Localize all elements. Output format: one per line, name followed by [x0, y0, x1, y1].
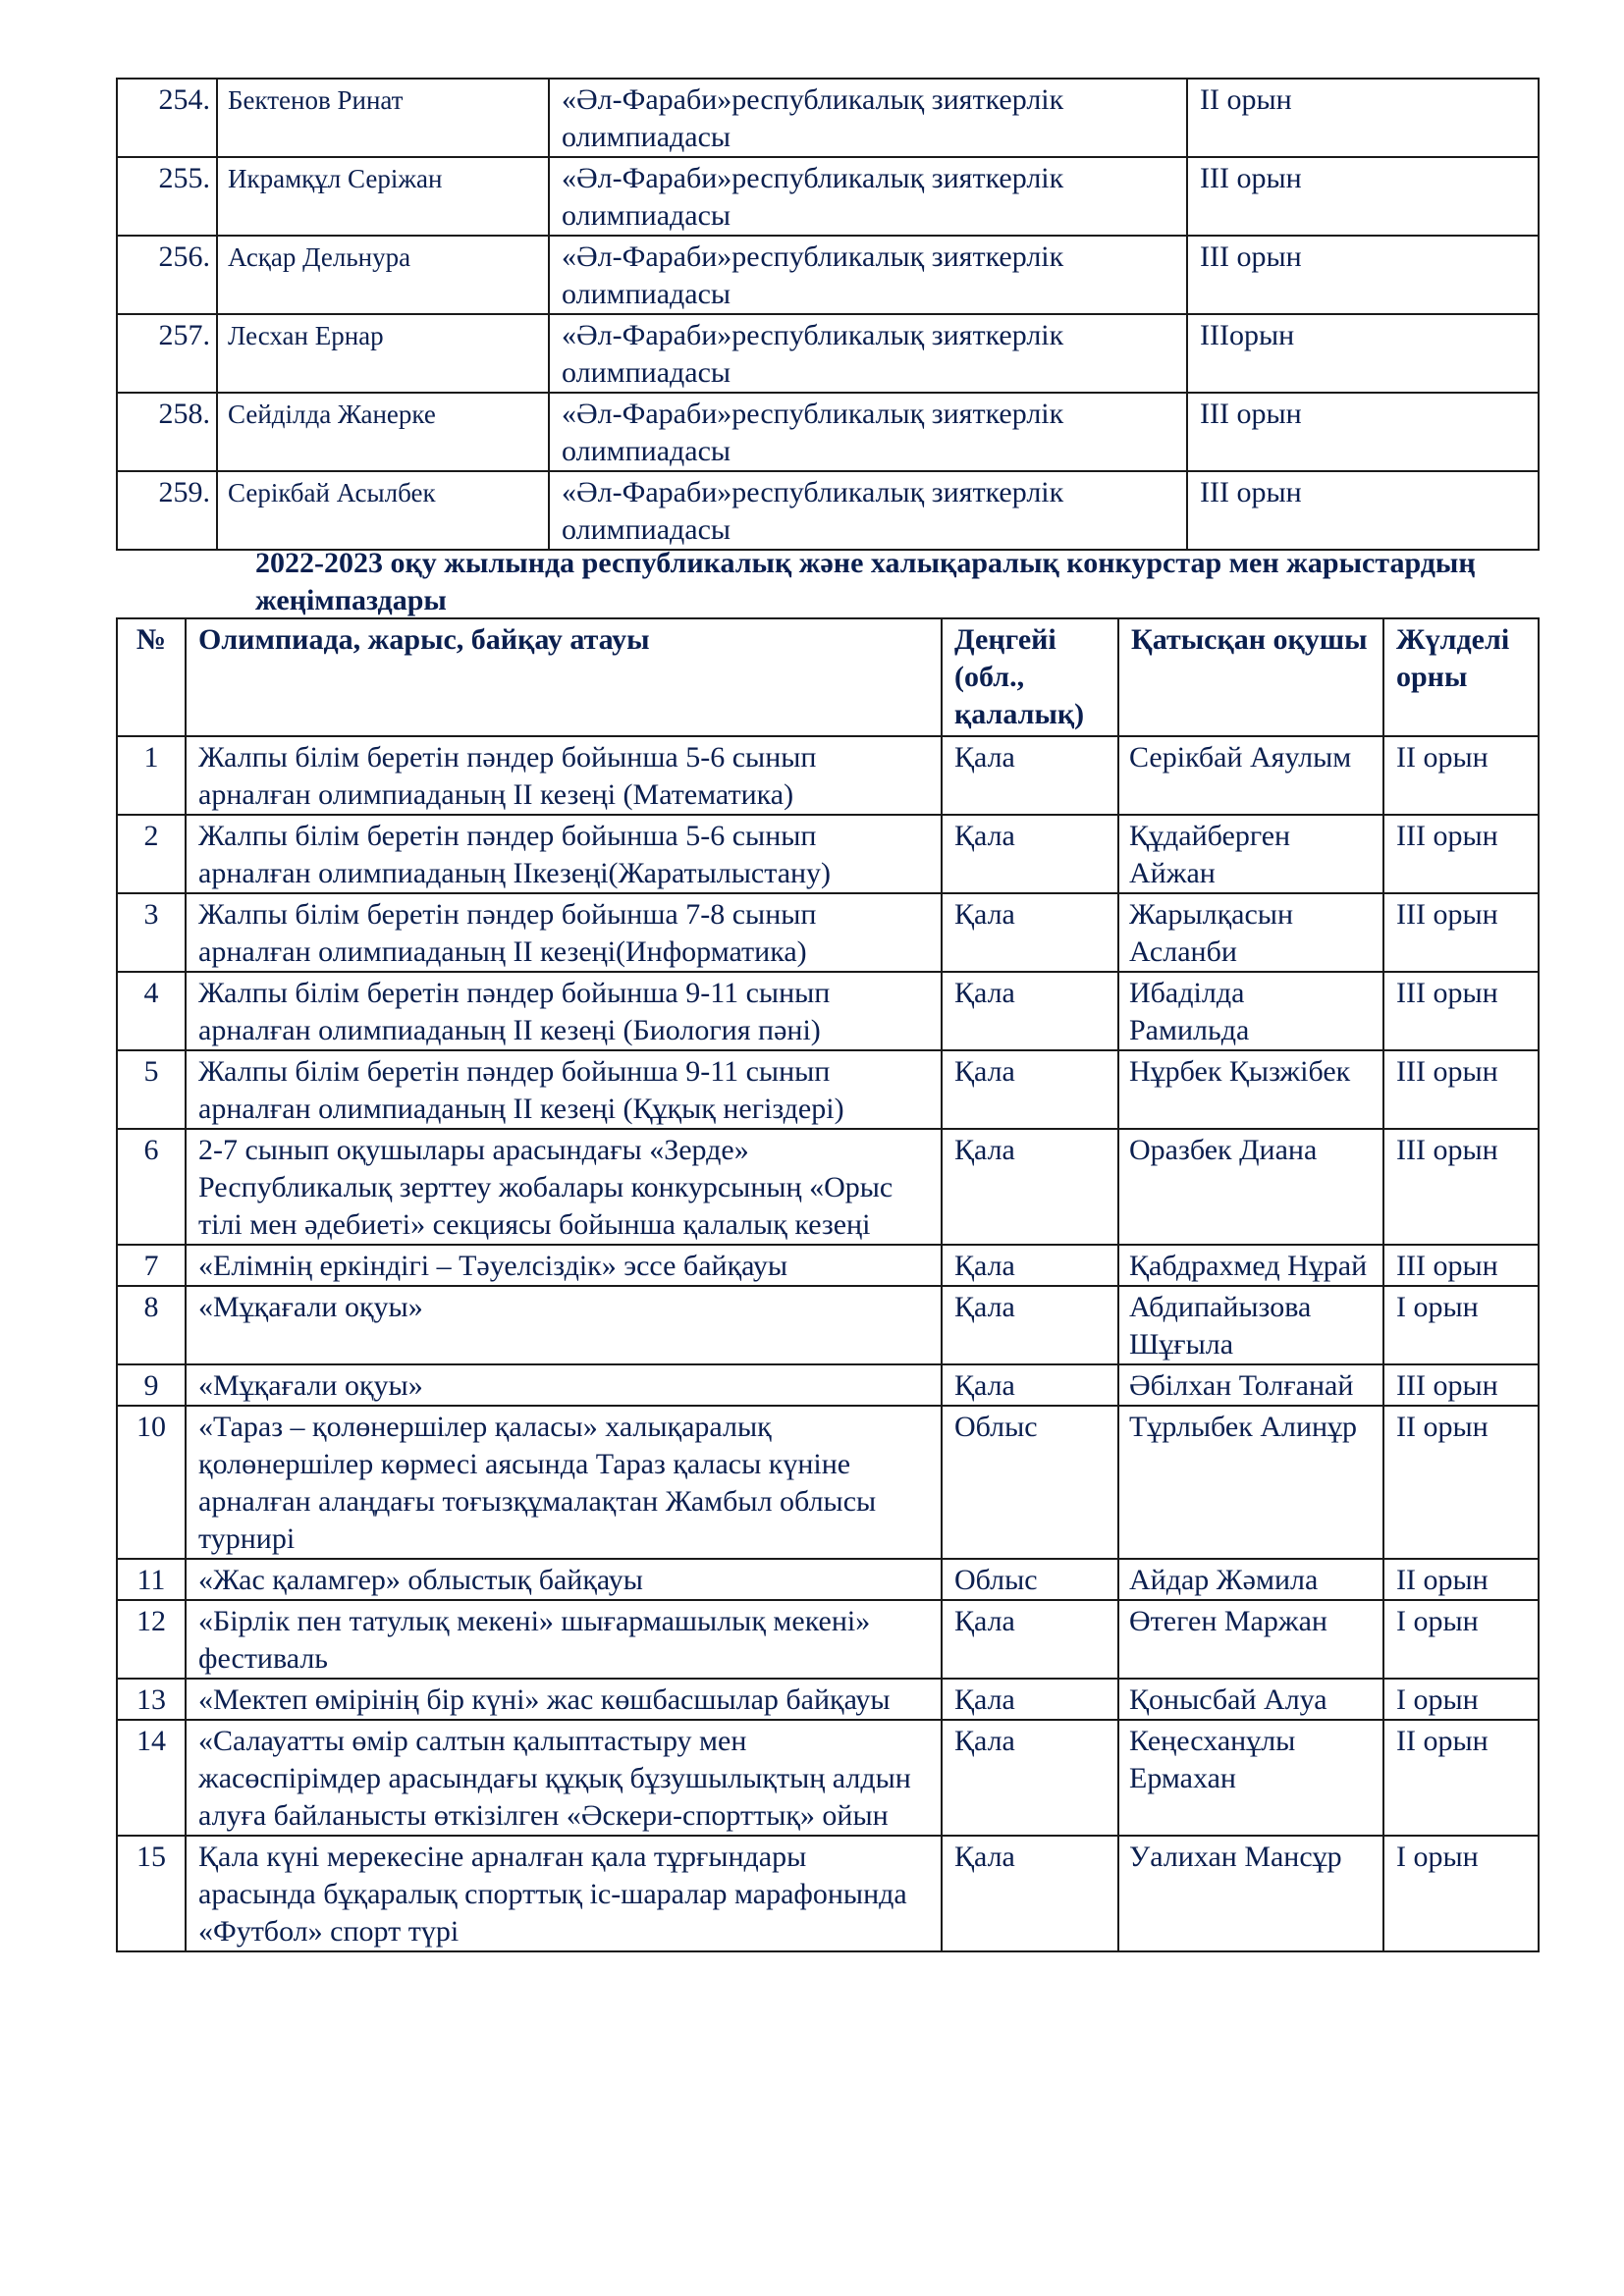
student-name: Асқар Дельнура — [217, 236, 549, 314]
place: І орын — [1383, 1286, 1539, 1364]
student-name: Сейділда Жанерке — [217, 393, 549, 471]
row-number: 6 — [117, 1129, 186, 1245]
table-row — [117, 1600, 1539, 1679]
level: Облыс — [942, 1406, 1118, 1559]
place: ІІІ орын — [1187, 471, 1539, 550]
place: ІІІ орын — [1383, 815, 1539, 893]
event-name: «Мұқағали оқуы» — [186, 1364, 942, 1406]
event-name: «Әл-Фараби»республикалық зияткерлік олимпиадасы — [549, 157, 1187, 236]
level: Қала — [942, 1600, 1118, 1679]
place: ІІІ орын — [1187, 236, 1539, 314]
event-name: «Мектеп өмірінің бір күні» жас көшбасшылар байқауы — [186, 1679, 942, 1720]
event-name: «Тараз – қолөнершілер қаласы» халықаралық қолөнершілер көрмесі аясында Тараз қаласы күніне арналған алаңдағы тоғызқұмалақтан Жамбыл облысы турнирі — [186, 1406, 942, 1559]
event-name: Жалпы білім беретін пәндер бойынша 5-6 сынып арналған олимпиаданың ІІ кезеңі (Математика) — [186, 736, 942, 815]
level: Қала — [942, 1836, 1118, 1951]
event-name: 2-7 сынып оқушылары арасындағы «Зерде» Республикалық зерттеу жобалары конкурсының «Орыс тілі мен әдебиеті» секциясы бойынша қалалық кезеңі — [186, 1129, 942, 1245]
place: ІІ орын — [1383, 1559, 1539, 1600]
row-number: 2 — [117, 815, 186, 893]
row-number: 257. — [117, 314, 217, 393]
event-name: «Салауатты өмір салтын қалыптастыру мен жасөспірімдер арасындағы құқық бұзушылықтың алдын алуға байланысты өткізілген «Әскери-спорттық» ойын — [186, 1720, 942, 1836]
place: І орын — [1383, 1836, 1539, 1951]
student-name: Абдипайызова Шұғыла — [1118, 1286, 1383, 1364]
event-name: Жалпы білім беретін пәндер бойынша 9-11 сынып арналған олимпиаданың ІІ кезеңі (Құқық негіздері) — [186, 1050, 942, 1129]
table-row — [117, 1129, 1539, 1245]
level: Қала — [942, 1245, 1118, 1286]
level: Қала — [942, 1679, 1118, 1720]
level: Қала — [942, 1050, 1118, 1129]
event-name: Жалпы білім беретін пәндер бойынша 7-8 сынып арналған олимпиаданың ІІ кезеңі(Информатика) — [186, 893, 942, 972]
event-name: Жалпы білім беретін пәндер бойынша 9-11 сынып арналған олимпиаданың ІІ кезеңі (Биология пәні) — [186, 972, 942, 1050]
row-number: 9 — [117, 1364, 186, 1406]
place: ІІ орын — [1383, 1720, 1539, 1836]
event-name: «Әл-Фараби»республикалық зияткерлік олимпиадасы — [549, 314, 1187, 393]
table-row — [117, 1364, 1539, 1406]
level: Қала — [942, 1129, 1118, 1245]
student-name: Уалихан Мансұр — [1118, 1836, 1383, 1951]
table-row — [117, 393, 1539, 471]
student-name: Серікбай Асылбек — [217, 471, 549, 550]
place: ІІІ орын — [1383, 1364, 1539, 1406]
table-row — [117, 1245, 1539, 1286]
student-name: Серікбай Аяулым — [1118, 736, 1383, 815]
row-number: 255. — [117, 157, 217, 236]
student-name: Айдар Жәмила — [1118, 1559, 1383, 1600]
student-name: Жарылқасын Асланби — [1118, 893, 1383, 972]
table-row — [117, 471, 1539, 550]
student-name: Бектенов Ринат — [217, 79, 549, 157]
place: ІІІ орын — [1383, 1129, 1539, 1245]
section-heading: 2022-2023 оқу жылында республикалық және халықаралық конкурстар мен жарыстардың жеңімпаздары — [255, 547, 1476, 616]
level: Қала — [942, 972, 1118, 1050]
place: ІІ орын — [1383, 1406, 1539, 1559]
level: Облыс — [942, 1559, 1118, 1600]
student-name: Өтеген Маржан — [1118, 1600, 1383, 1679]
place: ІІІ орын — [1187, 157, 1539, 236]
event-name: «Әл-Фараби»республикалық зияткерлік олимпиадасы — [549, 79, 1187, 157]
table-row — [117, 1286, 1539, 1364]
row-number: 12 — [117, 1600, 186, 1679]
place: ІІІорын — [1187, 314, 1539, 393]
table-row — [117, 1679, 1539, 1720]
table-row — [117, 1050, 1539, 1129]
student-name: Тұрлыбек Алинұр — [1118, 1406, 1383, 1559]
header-place: Жүлделі орны — [1383, 618, 1539, 736]
student-name: Нұрбек Қызжібек — [1118, 1050, 1383, 1129]
event-name: «Жас қаламгер» облыстық байқауы — [186, 1559, 942, 1600]
table-row — [117, 314, 1539, 393]
student-name: Лесхан Ернар — [217, 314, 549, 393]
row-number: 5 — [117, 1050, 186, 1129]
level: Қала — [942, 1364, 1118, 1406]
header-event: Олимпиада, жарыс, байқау атауы — [186, 618, 942, 736]
level: Қала — [942, 1286, 1118, 1364]
table-row — [117, 972, 1539, 1050]
place: ІІІ орын — [1383, 972, 1539, 1050]
row-number: 11 — [117, 1559, 186, 1600]
row-number: 259. — [117, 471, 217, 550]
event-name: «Бірлік пен татулық мекені» шығармашылық мекені» фестиваль — [186, 1600, 942, 1679]
awards-table — [116, 617, 1540, 1952]
row-number: 13 — [117, 1679, 186, 1720]
event-name: «Мұқағали оқуы» — [186, 1286, 942, 1364]
student-name: Әбілхан Толғанай — [1118, 1364, 1383, 1406]
student-name: Қабдрахмед Нұрай — [1118, 1245, 1383, 1286]
place: ІІІ орын — [1383, 1245, 1539, 1286]
table-row — [117, 1720, 1539, 1836]
student-name: Оразбек Диана — [1118, 1129, 1383, 1245]
table-row — [117, 1836, 1539, 1951]
event-name: Жалпы білім беретін пәндер бойынша 5-6 сынып арналған олимпиаданың ІІкезеңі(Жаратылыстану) — [186, 815, 942, 893]
table-row — [117, 1406, 1539, 1559]
place: І орын — [1383, 1600, 1539, 1679]
row-number: 14 — [117, 1720, 186, 1836]
event-name: «Әл-Фараби»республикалық зияткерлік олимпиадасы — [549, 393, 1187, 471]
table-row — [117, 236, 1539, 314]
place: І орын — [1383, 1679, 1539, 1720]
row-number: 3 — [117, 893, 186, 972]
previous-results-table — [116, 78, 1540, 551]
level: Қала — [942, 893, 1118, 972]
place: ІІІ орын — [1187, 393, 1539, 471]
row-number: 15 — [117, 1836, 186, 1951]
place: ІІ орын — [1187, 79, 1539, 157]
student-name: Қонысбай Алуа — [1118, 1679, 1383, 1720]
table-row — [117, 736, 1539, 815]
place: ІІІ орын — [1383, 1050, 1539, 1129]
row-number: 10 — [117, 1406, 186, 1559]
table-row — [117, 1559, 1539, 1600]
table-row — [117, 893, 1539, 972]
student-name: Құдайберген Айжан — [1118, 815, 1383, 893]
student-name: Кеңесханұлы Ермахан — [1118, 1720, 1383, 1836]
header-level: Деңгейі (обл., қалалық) — [942, 618, 1118, 736]
event-name: «Әл-Фараби»республикалық зияткерлік олимпиадасы — [549, 471, 1187, 550]
row-number: 7 — [117, 1245, 186, 1286]
table-row — [117, 157, 1539, 236]
level: Қала — [942, 1720, 1118, 1836]
row-number: 8 — [117, 1286, 186, 1364]
level: Қала — [942, 815, 1118, 893]
row-number: 1 — [117, 736, 186, 815]
header-student: Қатысқан оқушы — [1118, 618, 1383, 736]
table-row — [117, 79, 1539, 157]
event-name: «Елімнің еркіндігі – Тәуелсіздік» эссе байқауы — [186, 1245, 942, 1286]
row-number: 256. — [117, 236, 217, 314]
table-row — [117, 815, 1539, 893]
table-header-row — [117, 618, 1539, 736]
row-number: 254. — [117, 79, 217, 157]
place: ІІІ орын — [1383, 893, 1539, 972]
event-name: «Әл-Фараби»республикалық зияткерлік олимпиадасы — [549, 236, 1187, 314]
level: Қала — [942, 736, 1118, 815]
header-number: № — [117, 618, 186, 736]
student-name: Ибаділда Рамильда — [1118, 972, 1383, 1050]
row-number: 258. — [117, 393, 217, 471]
place: ІІ орын — [1383, 736, 1539, 815]
event-name: Қала күні мерекесіне арналған қала тұрғындары арасында бұқаралық спорттық іс-шаралар марафонында «Футбол» спорт түрі — [186, 1836, 942, 1951]
row-number: 4 — [117, 972, 186, 1050]
student-name: Икрамқұл Серіжан — [217, 157, 549, 236]
